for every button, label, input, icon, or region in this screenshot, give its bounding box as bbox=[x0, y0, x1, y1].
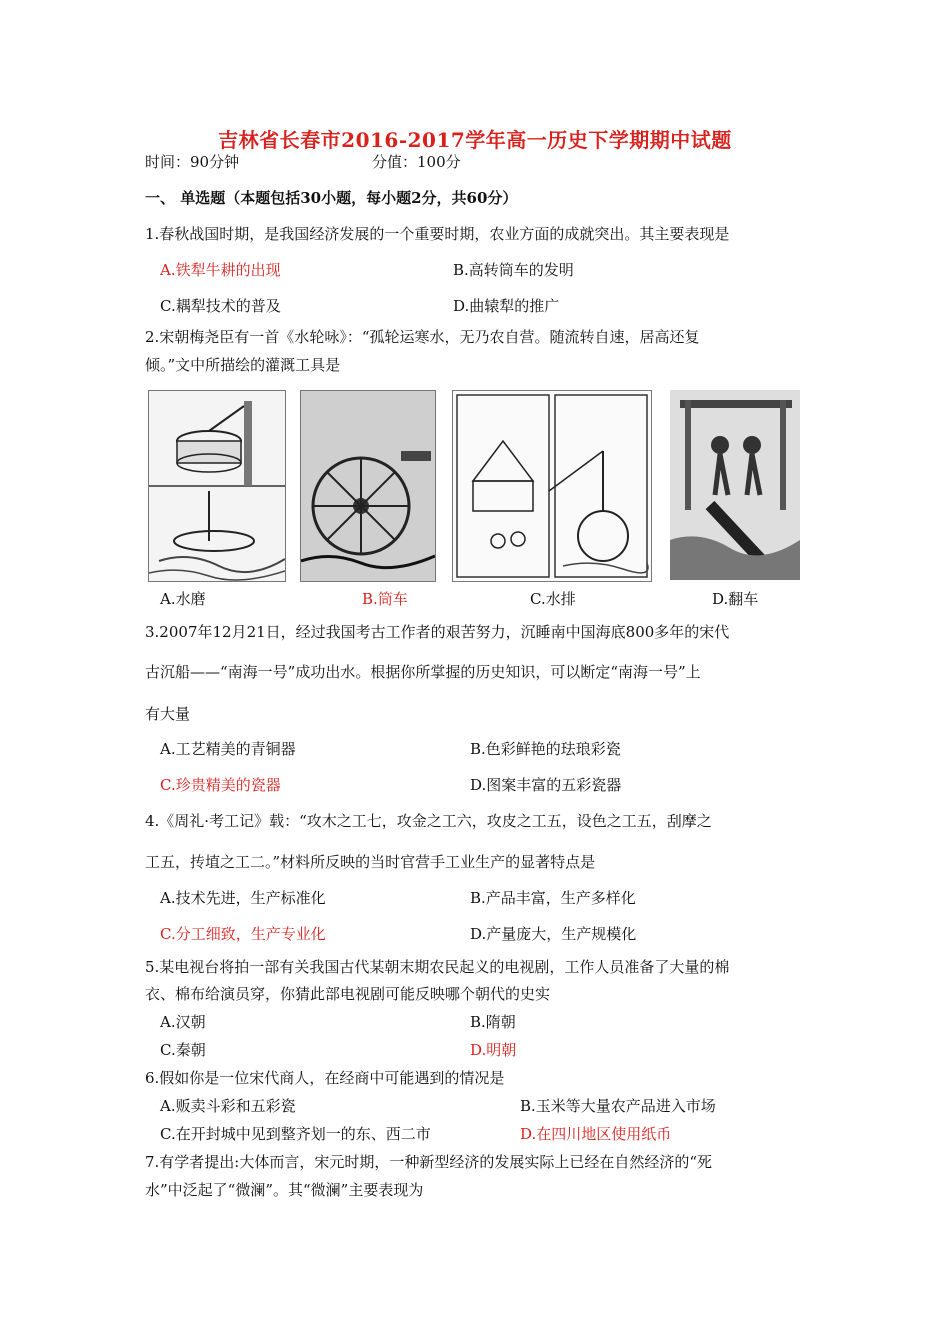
q3-stem-line2: 古沉船——“南海一号”成功出水。根据你所掌握的历史知识，可以断定“南海一号”上 bbox=[145, 663, 701, 681]
q1-option-b: B.高转筒车的发明 bbox=[453, 261, 574, 279]
q1-option-d: D.曲辕犁的推广 bbox=[453, 297, 560, 315]
q2-option-a: A.水磨 bbox=[160, 590, 206, 608]
q3-stem-line1: 3.2007年12月21日，经过我国考古工作者的艰苦努力，沉睡南中国海底800多年的宋代 bbox=[145, 623, 730, 641]
q6-option-b: B.玉米等大量农产品进入市场 bbox=[520, 1097, 716, 1115]
chain-pump-image bbox=[670, 390, 800, 580]
section-heading: 一、 单选题（本题包括30小题，每小题2分，共60分） bbox=[145, 189, 518, 207]
q1-option-a: A.铁犁牛耕的出现 bbox=[160, 261, 281, 279]
q5-option-d: D.明朝 bbox=[470, 1041, 517, 1059]
q5-stem-line1: 5.某电视台将拍一部有关我国古代某朝末期农民起义的电视剧，工作人员准备了大量的棉 bbox=[145, 958, 730, 976]
page-title: 吉林省长春市2016-2017学年高一历史下学期期中试题 bbox=[218, 128, 732, 152]
q2-stem-line2: 倾。”文中所描绘的灌溉工具是 bbox=[145, 356, 341, 374]
score-info: 分值：100分 bbox=[372, 153, 461, 171]
q1-option-c: C.耦犁技术的普及 bbox=[160, 297, 281, 315]
q4-stem-line2: 工五，抟埴之工二。”材料所反映的当时官营手工业生产的显著特点是 bbox=[145, 853, 596, 871]
chain-pump-illustration bbox=[670, 390, 800, 580]
q2-option-d: D.翻车 bbox=[712, 590, 759, 608]
q1-stem: 1.春秋战国时期，是我国经济发展的一个重要时期，农业方面的成就突出。其主要表现是 bbox=[145, 225, 730, 243]
q4-option-d: D.产量庞大，生产规模化 bbox=[470, 925, 637, 943]
q4-option-a: A.技术先进，生产标准化 bbox=[160, 889, 326, 907]
q7-stem-line1: 7.有学者提出:大体而言，宋元时期，一种新型经济的发展实际上已经在自然经济的“死 bbox=[145, 1153, 713, 1171]
q5-option-c: C.秦朝 bbox=[160, 1041, 206, 1059]
tube-wheel-image bbox=[300, 390, 436, 582]
water-bellows-illustration bbox=[453, 391, 651, 581]
q4-option-c: C.分工细致，生产专业化 bbox=[160, 925, 326, 943]
q6-option-a: A.贩卖斗彩和五彩瓷 bbox=[160, 1097, 296, 1115]
time-info: 时间：90分钟 bbox=[145, 153, 240, 171]
q6-option-c: C.在开封城中见到整齐划一的东、西二市 bbox=[160, 1125, 431, 1143]
q5-option-b: B.隋朝 bbox=[470, 1013, 516, 1031]
water-mill-illustration bbox=[149, 391, 285, 581]
q5-option-a: A.汉朝 bbox=[160, 1013, 206, 1031]
q3-option-a: A.工艺精美的青铜器 bbox=[160, 740, 296, 758]
q5-stem-line2: 衣、棉布给演员穿，你猜此部电视剧可能反映哪个朝代的史实 bbox=[145, 985, 551, 1003]
q2-option-c: C.水排 bbox=[530, 590, 576, 608]
q3-option-d: D.图案丰富的五彩瓷器 bbox=[470, 776, 622, 794]
water-mill-image bbox=[148, 390, 286, 582]
q7-stem-line2: 水”中泛起了“微澜”。其“微澜”主要表现为 bbox=[145, 1181, 424, 1199]
q3-stem-line3: 有大量 bbox=[145, 705, 191, 723]
q6-stem: 6.假如你是一位宋代商人，在经商中可能遇到的情况是 bbox=[145, 1069, 505, 1087]
q2-stem-line1: 2.宋朝梅尧臣有一首《水轮咏》：“孤轮运寒水，无乃农自营。随流转自速，居高还复 bbox=[145, 328, 700, 346]
q4-option-b: B.产品丰富，生产多样化 bbox=[470, 889, 636, 907]
water-bellows-image bbox=[452, 390, 652, 582]
tube-wheel-illustration bbox=[301, 391, 435, 581]
irrigation-figures bbox=[148, 390, 800, 580]
q3-option-c: C.珍贵精美的瓷器 bbox=[160, 776, 281, 794]
q3-option-b: B.色彩鲜艳的珐琅彩瓷 bbox=[470, 740, 621, 758]
q2-option-b: B.筒车 bbox=[362, 590, 408, 608]
q6-option-d: D.在四川地区使用纸币 bbox=[520, 1125, 672, 1143]
q4-stem-line1: 4.《周礼·考工记》载：“攻木之工七，攻金之工六，攻皮之工五，设色之工五，刮摩之 bbox=[145, 812, 712, 830]
